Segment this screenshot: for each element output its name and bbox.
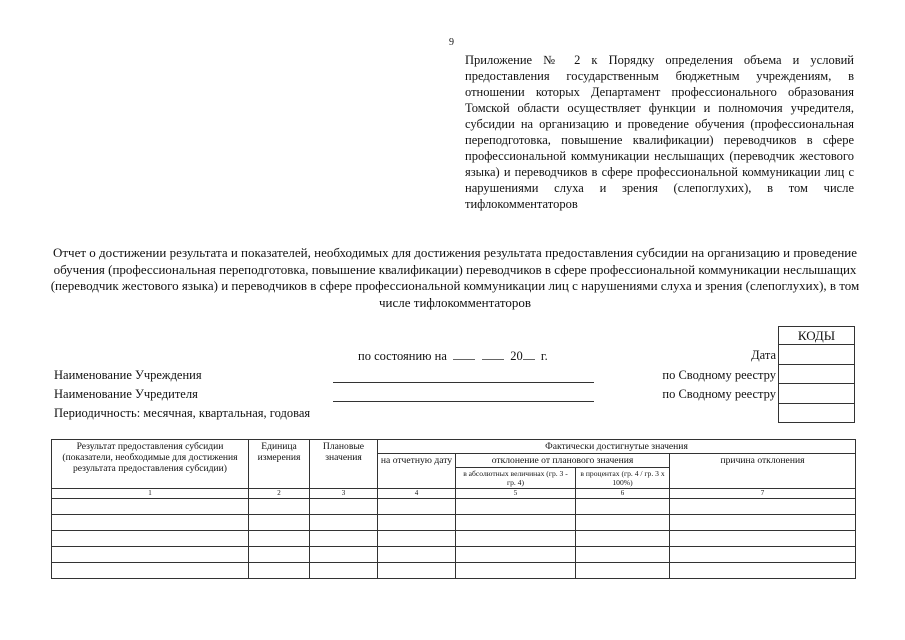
table-row [52,547,856,563]
as-of-date [358,348,548,364]
col-absolute-header: в абсолютных величинах (гр. 3 - гр. 4) [456,468,576,489]
col-result-header: Результат предоставления субсидии (показатели, необходимые для достижения результата предоставления субсидии) [52,440,249,489]
deviation-header: отклонение от планового значения [456,454,670,468]
col-number: 3 [310,489,378,499]
actual-values-header: Фактически достигнутые значения [378,440,856,454]
table-cell[interactable] [670,515,856,531]
col-number: 1 [52,489,249,499]
table-cell[interactable] [378,531,456,547]
date-label: Дата [751,348,776,362]
table-cell[interactable] [52,531,249,547]
founder-label: Наименование Учредителя [54,387,198,401]
results-table [51,439,856,579]
table-cell[interactable] [249,547,310,563]
code-date-cell[interactable] [779,345,855,365]
col-planned-header: Плановые значения [310,440,378,489]
page-number: 9 [449,37,454,48]
col-reporting-date-header: на отчетную дату [378,454,456,489]
table-cell[interactable] [52,547,249,563]
registry-label-2: по Сводному реестру [662,387,776,401]
table-cell[interactable] [456,499,576,515]
report-title: Отчет о достижении результата и показателей, необходимых для достижения результата предоставления субсидии на организацию и проведение обучения (профессиональная переподготовка, повышение квалификации) переводчиков в сфере профессиональной коммуникации неслышащих (переводчик жестового языка) и переводчиков в сфере профессиональной коммуникации лиц с нарушениями слуха и зрения (слепоглухих), в том числе тифлокомментаторов [50,245,860,310]
table-cell[interactable] [249,515,310,531]
table-cell[interactable] [52,563,249,579]
table-cell[interactable] [378,563,456,579]
table-cell[interactable] [310,515,378,531]
col-percent-header: в процентах (гр. 4 / гр. 3 x 100%) [576,468,670,489]
month-blank[interactable] [482,348,504,360]
table-cell[interactable] [456,563,576,579]
year-prefix: 20 [510,349,523,363]
registry-label-1: по Сводному реестру [662,368,776,382]
table-cell[interactable] [576,563,670,579]
table-cell[interactable] [670,531,856,547]
table-row [52,563,856,579]
institution-field[interactable] [333,382,594,383]
table-cell[interactable] [52,515,249,531]
table-cell[interactable] [310,547,378,563]
table-cell[interactable] [576,547,670,563]
year-suffix: г. [540,349,548,363]
table-cell[interactable] [456,515,576,531]
table-cell[interactable] [249,563,310,579]
table-cell[interactable] [310,563,378,579]
table-cell[interactable] [456,531,576,547]
institution-label: Наименование Учреждения [54,368,202,382]
col-number: 7 [670,489,856,499]
col-number: 2 [249,489,310,499]
codes-header: КОДЫ [779,327,855,345]
code-registry-2-cell[interactable] [779,384,855,404]
table-cell[interactable] [310,531,378,547]
code-periodicity-cell[interactable] [779,403,855,423]
table-cell[interactable] [378,515,456,531]
codes-table [778,326,855,423]
table-cell[interactable] [670,563,856,579]
table-cell[interactable] [670,499,856,515]
table-cell[interactable] [310,499,378,515]
col-number: 4 [378,489,456,499]
code-registry-1-cell[interactable] [779,364,855,384]
col-number: 6 [576,489,670,499]
table-row [52,515,856,531]
table-cell[interactable] [52,499,249,515]
table-cell[interactable] [576,531,670,547]
table-cell[interactable] [456,547,576,563]
col-unit-header: Единица измерения [249,440,310,489]
col-number: 5 [456,489,576,499]
table-cell[interactable] [576,499,670,515]
founder-field[interactable] [333,401,594,402]
table-cell[interactable] [378,499,456,515]
as-of-prefix: по состоянию на [358,349,447,363]
table-cell[interactable] [378,547,456,563]
periodicity-label: Периодичность: месячная, квартальная, годовая [54,406,311,420]
table-cell[interactable] [249,499,310,515]
table-cell[interactable] [576,515,670,531]
table-cell[interactable] [670,547,856,563]
day-blank[interactable] [453,348,475,360]
table-row [52,531,856,547]
table-row [52,499,856,515]
appendix-note: Приложение № 2 к Порядку определения объема и условий предоставления государственным бюджетным учреждениям, в отношении которых Департамент профессионального образования Томской области осуществляет функции и полномочия учредителя, субсидии на организацию и проведение обучения (профессиональная переподготовка, повышение квалификации) переводчиков в сфере профессиональной коммуникации неслышащих (переводчик жестового языка) и переводчиков в сфере профессиональной коммуникации лиц с нарушениями слуха и зрения (слепоглухих), в том числе тифлокомментаторов [465,53,854,211]
table-cell[interactable] [249,531,310,547]
year-blank[interactable] [523,348,535,360]
col-deviation-reason-header: причина отклонения [670,454,856,489]
